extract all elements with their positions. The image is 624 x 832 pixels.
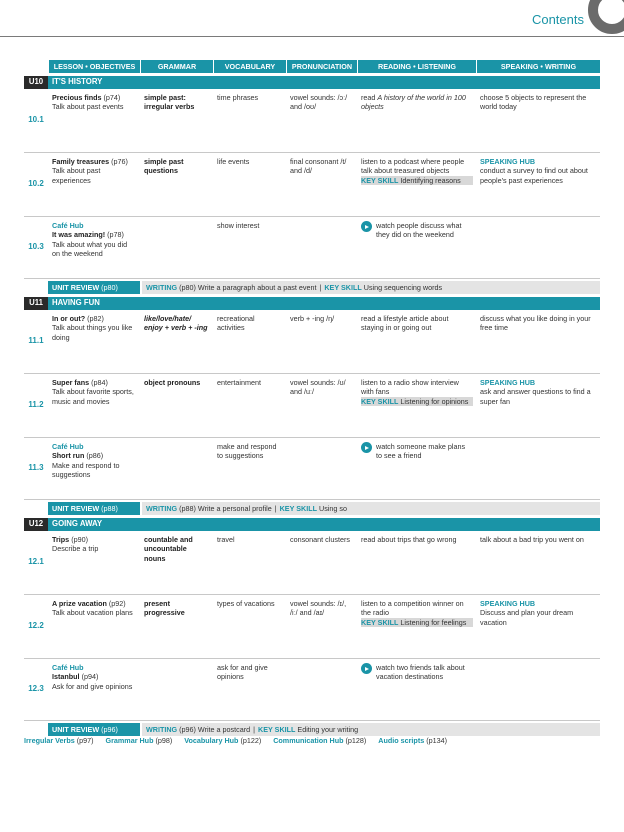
vocabulary-cell xyxy=(213,310,286,373)
review-blank xyxy=(24,723,48,736)
lesson-page: (p92) xyxy=(108,599,126,608)
lesson-page: (p84) xyxy=(91,378,108,387)
reading-cell xyxy=(357,217,476,278)
speaking-cell xyxy=(476,310,600,373)
video-text: watch two friends talk about vacation destinations xyxy=(376,663,465,682)
header-lesson: LESSON • OBJECTIVES xyxy=(48,60,140,73)
grammar-text: present progressive xyxy=(144,599,185,618)
separator: | xyxy=(319,282,322,292)
grammar-cell xyxy=(140,531,213,594)
grammar-cell xyxy=(140,374,213,437)
unit-number: U11 xyxy=(24,297,48,310)
unit-review-page: (p88) xyxy=(101,503,118,513)
reading-text: listen to a competition winner on the radio xyxy=(361,599,464,618)
key-skill-text: Identifying reasons xyxy=(400,175,461,185)
vocabulary-text: make and respond to suggestions xyxy=(217,442,277,461)
speaking-hub-label: SPEAKING HUB xyxy=(480,599,536,608)
vocabulary-cell xyxy=(213,217,286,278)
writing-label: WRITING xyxy=(146,503,178,513)
lesson-page: (p78) xyxy=(107,230,124,240)
grammar-cell xyxy=(140,438,213,499)
vocabulary-cell xyxy=(213,659,286,720)
unit-block xyxy=(24,76,600,736)
video-item[interactable] xyxy=(361,663,473,682)
key-skill-text: Editing your writing xyxy=(297,724,359,734)
pronunciation-cell xyxy=(286,659,357,720)
reading-text: read about trips that go wrong xyxy=(361,535,457,544)
vocabulary-text: travel xyxy=(217,535,235,544)
cafe-hub-row xyxy=(24,438,600,500)
footer-link-audio-scripts[interactable]: Audio scripts (p134) xyxy=(378,736,447,745)
grammar-cell xyxy=(140,89,213,152)
pronunciation-cell xyxy=(286,531,357,594)
writing-text: (p96) Write a postcard xyxy=(179,724,251,734)
pronunciation-text: final consonant /t/ and /d/ xyxy=(290,157,347,176)
writing-label: WRITING xyxy=(146,724,178,734)
pronunciation-text: consonant clusters xyxy=(290,535,350,544)
review-blank xyxy=(24,281,48,294)
unit-number: U12 xyxy=(24,518,48,531)
lesson-objective: Ask for and give opinions xyxy=(52,681,133,691)
grammar-cell xyxy=(140,659,213,720)
video-item[interactable] xyxy=(361,442,473,461)
speaking-text: discuss what you like doing in your free time xyxy=(480,314,591,333)
lesson-cell xyxy=(48,310,140,373)
reading-cell xyxy=(357,659,476,720)
lesson-title[interactable]: It was amazing! xyxy=(52,230,106,240)
vocabulary-text: time phrases xyxy=(217,93,259,102)
vocabulary-cell xyxy=(213,531,286,594)
unit-title: IT'S HISTORY xyxy=(48,76,600,89)
lesson-page: (p76) xyxy=(111,157,128,166)
grammar-cell xyxy=(140,595,213,658)
lesson-title[interactable]: Trips xyxy=(52,535,70,544)
lesson-cell xyxy=(48,438,140,499)
lesson-cell xyxy=(48,89,140,152)
unit-review-label: UNIT REVIEW xyxy=(52,724,100,734)
grammar-cell xyxy=(140,153,213,216)
key-skill-label: KEY SKILL xyxy=(258,724,296,734)
pronunciation-text: vowel sounds: /ʊ/ and /uː/ xyxy=(290,378,346,397)
pronunciation-text: verb + -ing /ŋ/ xyxy=(290,314,335,323)
pronunciation-text: vowel sounds: /ɪ/, /iː/ and /aɪ/ xyxy=(290,599,347,618)
unit-number: U10 xyxy=(24,76,48,89)
lesson-row xyxy=(24,89,600,153)
grammar-text: like/love/hate/ enjoy + verb + -ing xyxy=(144,314,208,333)
cafe-hub-label: Café Hub xyxy=(52,663,84,672)
play-circle-icon[interactable] xyxy=(361,663,372,674)
unit-review-label: UNIT REVIEW xyxy=(52,282,100,292)
key-skill-badge xyxy=(361,176,473,185)
unit-title: HAVING FUN xyxy=(48,297,600,310)
lesson-cell xyxy=(48,659,140,720)
key-skill-label: KEY SKILL xyxy=(279,503,317,513)
lesson-cell xyxy=(48,531,140,594)
key-skill-text: Listening for opinions xyxy=(400,396,469,406)
speaking-text: talk about a bad trip you went on xyxy=(480,535,584,544)
speaking-cell xyxy=(476,438,600,499)
lesson-row xyxy=(24,374,600,438)
separator: | xyxy=(253,724,255,734)
lesson-cell xyxy=(48,374,140,437)
vocabulary-cell xyxy=(213,153,286,216)
reading-text: read a lifestyle article about staying in or going out xyxy=(361,314,449,333)
unit-bar xyxy=(24,518,600,531)
unit-review-page: (p96) xyxy=(101,724,118,734)
writing-section xyxy=(142,502,600,515)
pronunciation-cell xyxy=(286,310,357,373)
grammar-cell xyxy=(140,217,213,278)
video-text: watch someone make plans to see a friend xyxy=(376,442,466,461)
reading-text: read xyxy=(361,93,378,102)
play-circle-icon[interactable] xyxy=(361,221,372,232)
reading-cell xyxy=(357,374,476,437)
unit-review-link[interactable] xyxy=(48,723,140,736)
speaking-cell xyxy=(476,659,600,720)
lesson-number: 11.1 xyxy=(28,336,44,346)
unit-review-bar xyxy=(24,281,600,294)
page-corner-tab xyxy=(588,0,624,34)
vocabulary-cell xyxy=(213,595,286,658)
speaking-hub-label: SPEAKING HUB xyxy=(480,157,536,166)
speaking-cell xyxy=(476,531,600,594)
lesson-objective: Talk about past experiences xyxy=(52,166,101,185)
speaking-cell xyxy=(476,374,600,437)
lesson-number: 12.2 xyxy=(28,621,44,631)
reading-text: listen to a radio show interview with fans xyxy=(361,378,459,397)
video-item[interactable] xyxy=(361,221,473,240)
header-vocabulary: VOCABULARY xyxy=(213,60,286,73)
speaking-text: Discuss and plan your dream vacation xyxy=(480,608,574,627)
footer-link-irregular-verbs[interactable]: Irregular Verbs (p97) xyxy=(24,736,94,745)
cafe-hub-label: Café Hub xyxy=(52,442,84,451)
unit-review-link[interactable] xyxy=(48,502,140,515)
cafe-hub-row xyxy=(24,217,600,279)
reading-cell xyxy=(357,310,476,373)
lesson-title[interactable]: Precious finds xyxy=(52,93,102,102)
lesson-page: (p90) xyxy=(71,535,88,544)
lesson-page: (p86) xyxy=(86,451,104,461)
table-header xyxy=(24,60,600,73)
speaking-cell xyxy=(476,153,600,216)
lesson-number: 10.1 xyxy=(28,115,44,125)
footer-link-vocabulary-hub[interactable]: Vocabulary Hub (p122) xyxy=(184,736,262,745)
lesson-cell xyxy=(48,595,140,658)
grammar-text: countable and uncountable nouns xyxy=(144,535,193,563)
grammar-text: simple past: irregular verbs xyxy=(144,93,195,112)
reading-cell xyxy=(357,438,476,499)
footer-links xyxy=(24,736,457,745)
pronunciation-cell xyxy=(286,153,357,216)
lesson-title[interactable]: Short run xyxy=(52,451,85,461)
lesson-row xyxy=(24,531,600,595)
speaking-cell xyxy=(476,89,600,152)
key-skill-text: Using so xyxy=(319,503,347,513)
reading-cell xyxy=(357,89,476,152)
top-divider xyxy=(0,36,624,37)
lesson-number: 12.1 xyxy=(28,557,44,567)
pronunciation-cell xyxy=(286,595,357,658)
key-skill-text: Using sequencing words xyxy=(363,282,443,292)
pronunciation-cell xyxy=(286,438,357,499)
speaking-text: ask and answer questions to find a super fan xyxy=(480,387,591,406)
reading-title-italic: A history of the world in 100 objects xyxy=(361,93,466,112)
key-skill-label: KEY SKILL xyxy=(361,617,399,627)
footer-link-grammar-hub[interactable]: Grammar Hub (p98) xyxy=(105,736,173,745)
vocabulary-text: types of vacations xyxy=(217,599,275,608)
vocabulary-cell xyxy=(213,374,286,437)
pronunciation-cell xyxy=(286,374,357,437)
cafe-hub-label: Café Hub xyxy=(52,221,84,230)
lesson-objective: Talk about favorite sports, music and movies xyxy=(52,387,134,406)
lesson-number: 12.3 xyxy=(28,684,44,694)
key-skill-badge xyxy=(361,618,473,627)
review-blank xyxy=(24,502,48,515)
lesson-title[interactable]: Super fans xyxy=(52,378,90,387)
header-speaking: SPEAKING • WRITING xyxy=(476,60,600,73)
lesson-objective: Make and respond to suggestions xyxy=(52,460,120,480)
key-skill-label: KEY SKILL xyxy=(324,282,362,292)
reading-cell xyxy=(357,595,476,658)
vocabulary-cell xyxy=(213,89,286,152)
unit-review-link[interactable] xyxy=(48,281,140,294)
reading-text: listen to a podcast where people talk about treasured objects xyxy=(361,157,465,176)
writing-text: (p88) Write a personal profile xyxy=(179,503,272,513)
speaking-cell xyxy=(476,217,600,278)
lesson-objective: Describe a trip xyxy=(52,544,99,554)
header-blank xyxy=(24,60,48,73)
writing-label: WRITING xyxy=(146,282,178,292)
lesson-title[interactable]: Istanbul xyxy=(52,672,80,682)
vocabulary-text: recreational activities xyxy=(217,314,255,333)
lesson-number: 10.3 xyxy=(28,242,44,252)
lesson-cell xyxy=(48,217,140,278)
footer-link-communication-hub[interactable]: Communication Hub (p128) xyxy=(273,736,367,745)
header-pronunciation: PRONUNCIATION xyxy=(286,60,357,73)
page-title: Contents xyxy=(531,12,584,27)
writing-section xyxy=(142,723,600,736)
contents-table xyxy=(24,60,600,736)
lesson-number: 11.3 xyxy=(28,463,44,473)
header-grammar: GRAMMAR xyxy=(140,60,213,73)
lesson-objective: Talk about things you like doing xyxy=(52,323,133,342)
pronunciation-cell xyxy=(286,89,357,152)
lesson-page: (p82) xyxy=(87,314,104,323)
header-reading: READING • LISTENING xyxy=(357,60,476,73)
lesson-objective: Talk about vacation plans xyxy=(52,608,133,618)
reading-cell xyxy=(357,531,476,594)
key-skill-label: KEY SKILL xyxy=(361,175,399,185)
speaking-text: conduct a survey to find out about people's past experiences xyxy=(480,166,588,185)
lesson-cell xyxy=(48,153,140,216)
grammar-text: simple past questions xyxy=(144,157,184,176)
lesson-objective: Talk about past events xyxy=(52,102,124,112)
cafe-hub-row xyxy=(24,659,600,721)
key-skill-label: KEY SKILL xyxy=(361,396,399,406)
lesson-row xyxy=(24,595,600,659)
unit-review-bar xyxy=(24,502,600,515)
lesson-row xyxy=(24,310,600,374)
grammar-text: object pronouns xyxy=(144,378,201,387)
vocabulary-text: show interest xyxy=(217,221,260,230)
unit-review-label: UNIT REVIEW xyxy=(52,503,100,513)
reading-cell xyxy=(357,153,476,216)
vocabulary-text: ask for and give opinions xyxy=(217,663,268,682)
unit-title: GOING AWAY xyxy=(48,518,600,531)
unit-review-page: (p80) xyxy=(101,282,118,292)
unit-review-bar xyxy=(24,723,600,736)
lesson-number: 11.2 xyxy=(28,400,44,410)
pronunciation-cell xyxy=(286,217,357,278)
writing-section xyxy=(142,281,600,294)
lesson-title[interactable]: In or out? xyxy=(52,314,86,323)
key-skill-badge xyxy=(361,397,473,406)
writing-text: (p80) Write a paragraph about a past event xyxy=(179,282,317,292)
lesson-page: (p74) xyxy=(103,93,121,102)
play-circle-icon[interactable] xyxy=(361,442,372,453)
speaking-text: choose 5 objects to represent the world today xyxy=(480,93,587,112)
lesson-objective: Talk about what you did on the weekend xyxy=(52,239,128,259)
unit-bar xyxy=(24,76,600,89)
grammar-cell xyxy=(140,310,213,373)
key-skill-text: Listening for feelings xyxy=(400,617,467,627)
separator: | xyxy=(274,503,277,513)
lesson-title[interactable]: A prize vacation xyxy=(52,599,107,608)
lesson-row xyxy=(24,153,600,217)
speaking-hub-label: SPEAKING HUB xyxy=(480,378,536,387)
lesson-title[interactable]: Family treasures xyxy=(52,157,110,166)
speaking-cell xyxy=(476,595,600,658)
video-text: watch people discuss what they did on the weekend xyxy=(376,221,462,240)
vocabulary-text: life events xyxy=(217,157,250,166)
vocabulary-cell xyxy=(213,438,286,499)
lesson-page: (p94) xyxy=(81,672,99,682)
unit-bar xyxy=(24,297,600,310)
pronunciation-text: vowel sounds: /ɔː/ and /oʊ/ xyxy=(290,93,348,112)
lesson-number: 10.2 xyxy=(28,179,44,189)
vocabulary-text: entertainment xyxy=(217,378,261,387)
